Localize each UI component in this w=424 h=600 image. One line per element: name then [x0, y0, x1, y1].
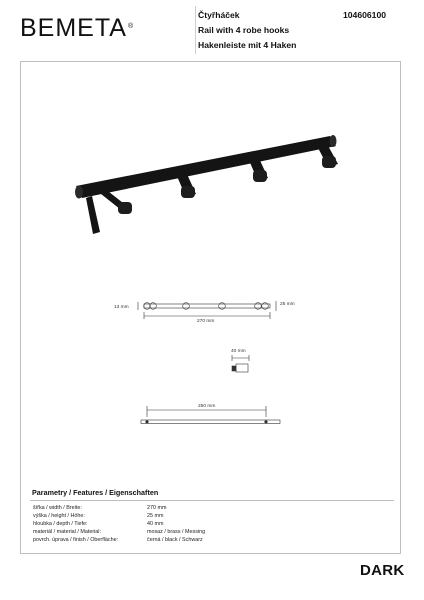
param-label: materiál / material / Material: — [33, 529, 102, 535]
title-cz: Čtyřháček — [198, 10, 240, 20]
param-value: černá / black / Schwarz — [147, 537, 203, 543]
param-label: hloubka / depth / Tiefe: — [33, 521, 88, 527]
title-en: Rail with 4 robe hooks — [198, 25, 290, 35]
side-depth: 40 mm — [231, 349, 246, 354]
front-view — [138, 301, 276, 319]
param-value: 25 mm — [147, 513, 164, 519]
product-code: 104606100 — [343, 10, 387, 20]
back-hole-distance: 250 mm — [198, 404, 216, 409]
side-view — [232, 355, 249, 372]
finish-label: DARK — [360, 562, 405, 579]
product-render — [75, 135, 338, 234]
title-de: Hakenleiste mit 4 Haken — [198, 40, 297, 50]
registered-mark: ® — [127, 23, 135, 30]
param-value: mosaz / brass / Messing — [147, 529, 206, 535]
front-height-left: 13 mm — [114, 305, 129, 310]
param-value: 40 mm — [147, 521, 164, 527]
front-width: 270 mm — [197, 319, 215, 324]
param-label: výška / height / Höhe: — [33, 513, 85, 519]
parameters-divider — [30, 500, 394, 501]
parameters-title: Parametry / Features / Eigenschaften — [32, 488, 159, 497]
param-label: šířka / width / Breite: — [33, 505, 82, 511]
brand-name: BEMETA — [20, 14, 127, 42]
front-height-right: 25 mm — [280, 302, 295, 307]
param-label: povrch. úprava / finish / Oberfläche: — [33, 537, 119, 543]
param-value: 270 mm — [147, 505, 167, 511]
